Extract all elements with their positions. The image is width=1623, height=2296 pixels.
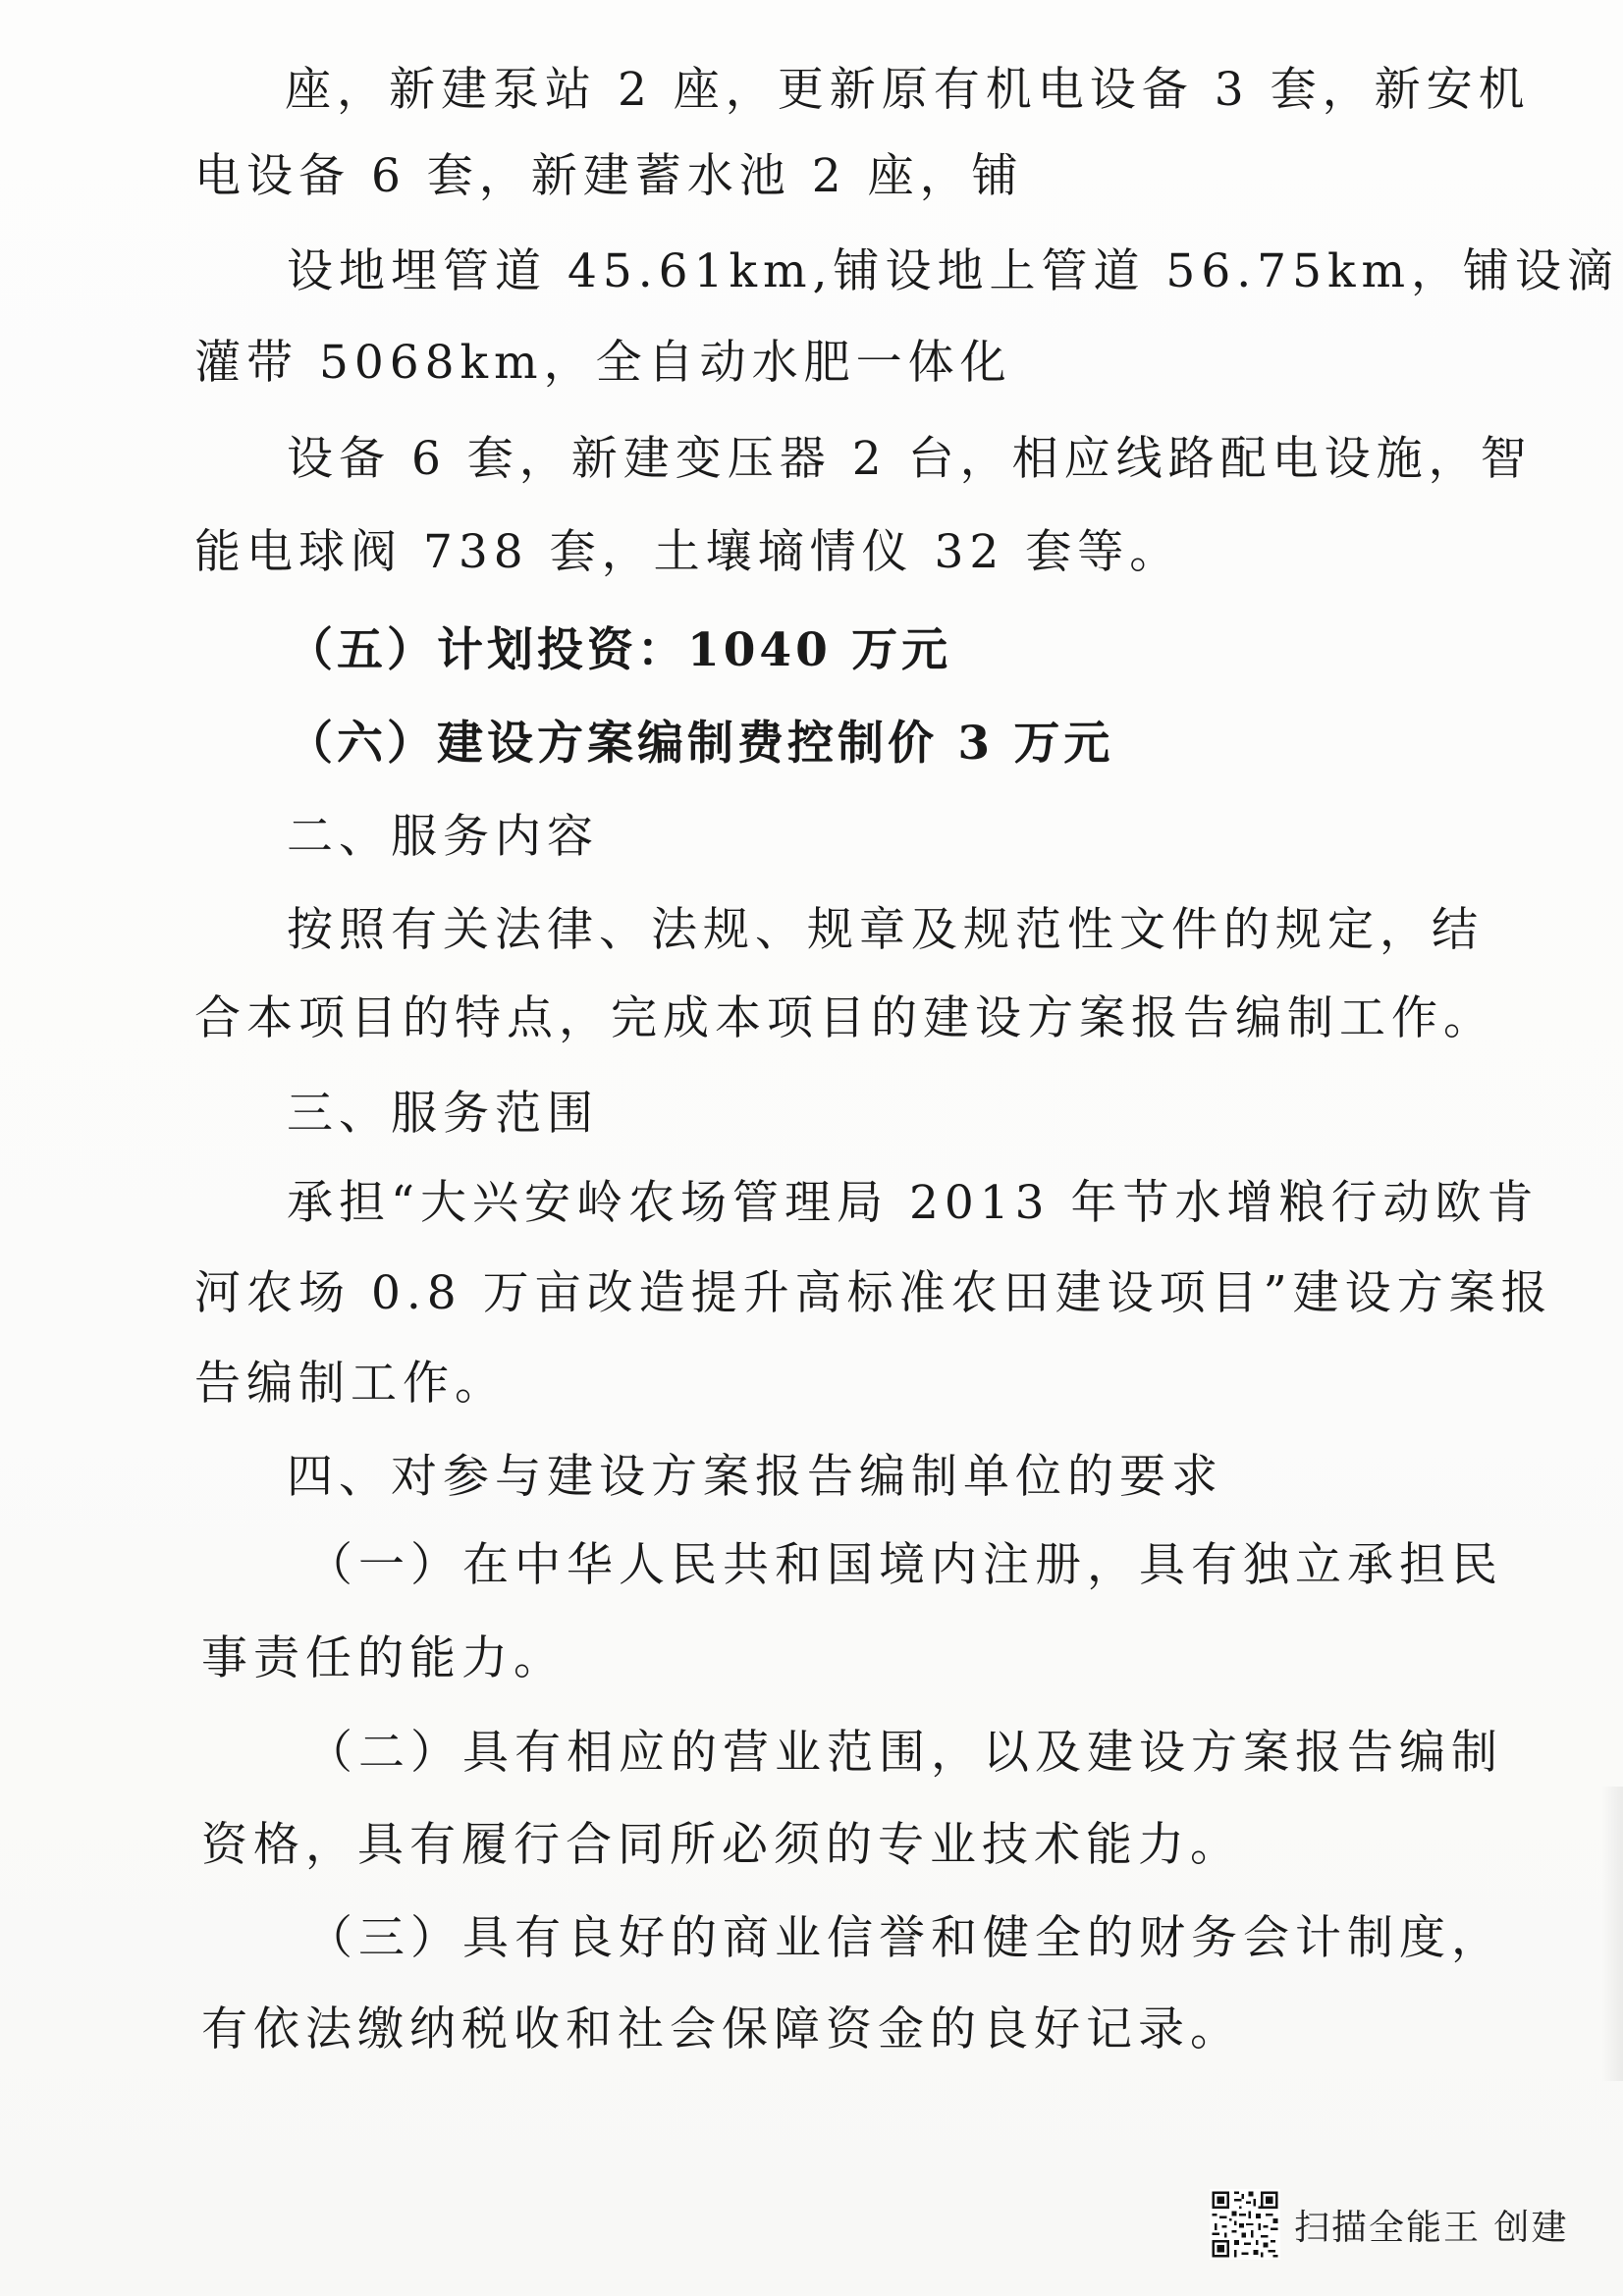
paragraph-line: 资格，具有履行合同所必须的专业技术能力。 (201, 1818, 1242, 1872)
paragraph-line: 合本项目的特点，完成本项目的建设方案报告编制工作。 (194, 991, 1495, 1045)
paragraph-line: （三）具有良好的商业信誉和健全的财务会计制度， (306, 1911, 1503, 1965)
paragraph-line: 灌带 5068km，全自动水肥一体化 (194, 336, 1012, 390)
paragraph-line: 有依法缴纳税收和社会保障资金的良好记录。 (201, 2002, 1242, 2056)
paragraph-line: 能电球阀 738 套，土壤墒情仪 32 套等。 (194, 525, 1182, 579)
paragraph-line: 座，新建泵站 2 座，更新原有机电设备 3 套，新安机 (285, 63, 1531, 117)
paragraph-line: 河农场 0.8 万亩改造提升高标准农田建设项目”建设方案报 (194, 1266, 1553, 1320)
section-heading-service-scope: 三、服务范围 (287, 1087, 599, 1141)
paragraph-line: 按照有关法律、法规、规章及规范性文件的规定，结 (287, 903, 1484, 957)
paragraph-line: 电设备 6 套，新建蓄水池 2 座，铺 (194, 149, 1024, 203)
paragraph-line: （二）具有相应的营业范围，以及建设方案报告编制 (306, 1726, 1503, 1780)
paragraph-line: 设备 6 套，新建变压器 2 台，相应线路配电设施，智 (287, 432, 1533, 486)
paragraph-line: 承担“大兴安岭农场管理局 2013 年节水增粮行动欧肯 (287, 1176, 1540, 1230)
scanner-watermark (1210, 2185, 1568, 2264)
section-heading-requirements: 四、对参与建设方案报告编制单位的要求 (287, 1450, 1223, 1504)
paragraph-line: 告编制工作。 (194, 1357, 507, 1411)
qr-code-icon (1210, 2189, 1280, 2260)
paragraph-line: 设地埋管道 45.61km,铺设地上管道 56.75km，铺设滴 (287, 244, 1620, 298)
scanner-brand-text: 扫描全能王 创建 (1294, 2207, 1569, 2248)
section-heading-investment: （五）计划投资：1040 万元 (287, 623, 952, 677)
section-heading-service-content: 二、服务内容 (287, 810, 599, 864)
section-heading-fee: （六）建设方案编制费控制价 3 万元 (287, 717, 1114, 771)
paragraph-line: 事责任的能力。 (201, 1631, 566, 1685)
paragraph-line: （一）在中华人民共和国境内注册，具有独立承担民 (306, 1538, 1503, 1592)
page-edge-shadow (1601, 1787, 1623, 2081)
